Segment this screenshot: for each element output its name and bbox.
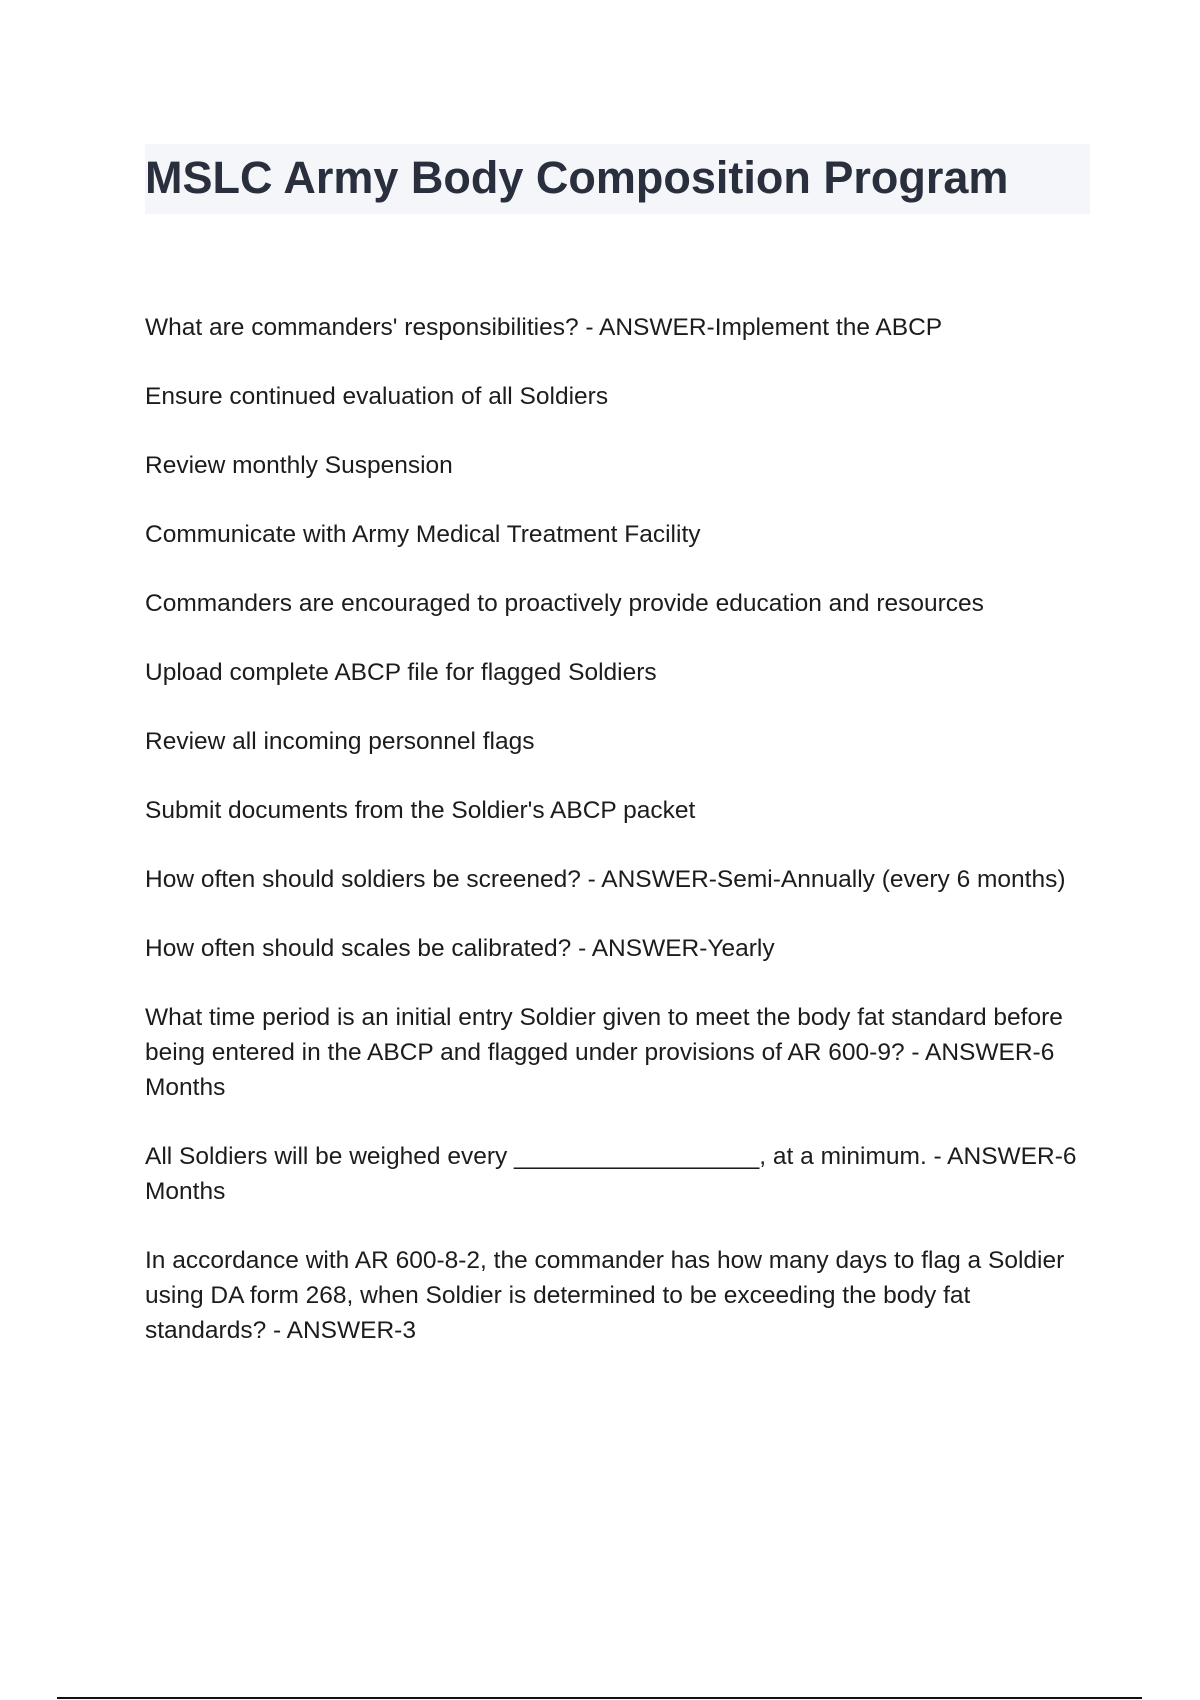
paragraph-12: All Soldiers will be weighed every __________________, at a minimum. - ANSWER-6 Months: [145, 1143, 1077, 1205]
qa-content: [145, 310, 1090, 1382]
page-bottom-divider: [57, 1697, 1142, 1699]
paragraph-7: Review all incoming personnel flags: [145, 728, 535, 755]
paragraph-8: Submit documents from the Soldier's ABCP packet: [145, 797, 696, 824]
paragraph-9: How often should soldiers be screened? - ANSWER-Semi-Annually (every 6 months): [145, 866, 1066, 893]
paragraph-5: Commanders are encouraged to proactively provide education and resources: [145, 590, 984, 617]
paragraph-3: Review monthly Suspension: [145, 452, 453, 479]
paragraph-6: Upload complete ABCP file for flagged Soldiers: [145, 659, 657, 686]
paragraph-11: What time period is an initial entry Soldier given to meet the body fat standard before being entered in the ABCP and flagged under provisions of AR 600-9? - ANSWER-6 Months: [145, 1004, 1063, 1101]
page-title: MSLC Army Body Composition Program: [145, 152, 1009, 203]
paragraph-1: What are commanders' responsibilities? - ANSWER-Implement the ABCP: [145, 314, 943, 341]
paragraph-13: In accordance with AR 600-8-2, the commander has how many days to flag a Soldier using DA form 268, when Soldier is determined to be exceeding the body fat standards? - ANSWER-3: [145, 1247, 1065, 1344]
paragraph-4: Communicate with Army Medical Treatment Facility: [145, 521, 701, 548]
paragraph-10: How often should scales be calibrated? - ANSWER-Yearly: [145, 935, 775, 962]
paragraph-2: Ensure continued evaluation of all Soldiers: [145, 383, 609, 410]
